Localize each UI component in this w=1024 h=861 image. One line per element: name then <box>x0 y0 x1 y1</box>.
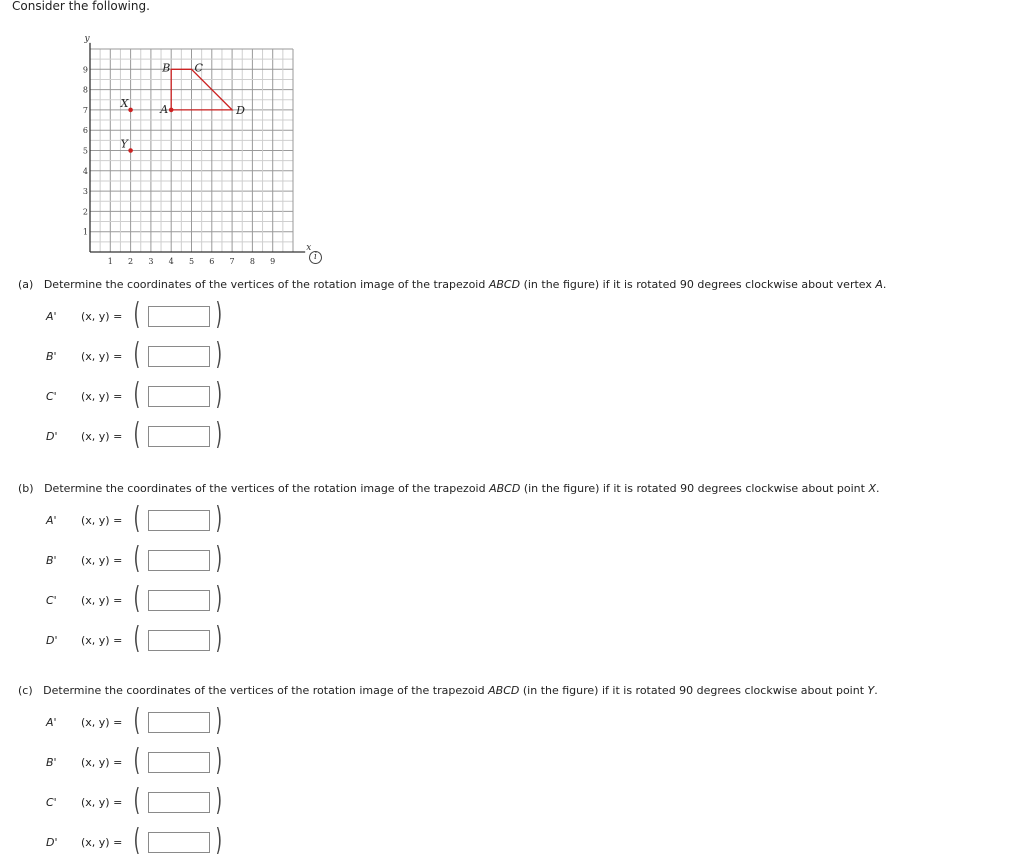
point-label-x: X <box>120 96 129 110</box>
xy-equals-label: (x, y) = <box>81 836 123 849</box>
y-axis-label: y <box>84 33 90 44</box>
y-tick-label: 5 <box>82 146 88 156</box>
y-tick-label: 7 <box>82 105 88 115</box>
xy-equals-label: (x, y) = <box>81 390 123 403</box>
right-paren: ) <box>215 703 223 738</box>
x-tick-label: 7 <box>229 257 235 266</box>
xy-equals-label: (x, y) = <box>81 796 123 809</box>
left-paren: ( <box>133 621 141 656</box>
part-b-prompt: (b) Determine the coordinates of the vertices of the rotation image of the trapezoid ABCD (in the figure) if it is rotated 90 degrees clockwise about point X. <box>18 482 880 495</box>
right-paren: ) <box>215 501 223 536</box>
point-label-d: D <box>236 103 245 117</box>
part-b-answer-b-input[interactable] <box>148 550 210 571</box>
vertex-label: A' <box>46 310 57 323</box>
point-label-a: A <box>160 102 169 116</box>
x-tick-label: 4 <box>168 257 174 266</box>
right-paren: ) <box>215 337 223 372</box>
right-paren: ) <box>215 743 223 778</box>
left-paren: ( <box>133 541 141 576</box>
part-a-answer-d-input[interactable] <box>148 426 210 447</box>
left-paren: ( <box>133 743 141 778</box>
xy-equals-label: (x, y) = <box>81 634 123 647</box>
vertex-label: A' <box>46 514 57 527</box>
xy-equals-label: (x, y) = <box>81 716 123 729</box>
vertex-label: D' <box>46 634 58 647</box>
part-b-row-c <box>0 581 300 618</box>
part-c-answer-b-input[interactable] <box>148 752 210 773</box>
vertex-label: A' <box>46 716 57 729</box>
part-a-row-a <box>0 297 300 334</box>
point-label-c: C <box>194 61 203 75</box>
vertex-label: B' <box>46 756 57 769</box>
part-a-row-b <box>0 337 300 374</box>
part-b-row-a <box>0 501 300 538</box>
xy-equals-label: (x, y) = <box>81 514 123 527</box>
part-c-answer-a-input[interactable] <box>148 712 210 733</box>
y-tick-label: 2 <box>82 207 88 217</box>
left-paren: ( <box>133 581 141 616</box>
right-paren: ) <box>215 621 223 656</box>
vertex-label: D' <box>46 430 58 443</box>
left-paren: ( <box>133 417 141 452</box>
x-tick-label: 3 <box>148 257 154 266</box>
y-tick-label: 4 <box>82 166 88 176</box>
vertex-label: C' <box>46 390 57 403</box>
part-a-answer-c-input[interactable] <box>148 386 210 407</box>
part-b-row-b <box>0 541 300 578</box>
xy-equals-label: (x, y) = <box>81 310 123 323</box>
left-paren: ( <box>133 337 141 372</box>
part-b-row-d <box>0 621 300 658</box>
part-a-row-c <box>0 377 300 414</box>
x-tick-label: 5 <box>188 257 195 266</box>
point-label-y: Y <box>120 137 128 151</box>
y-tick-label: 8 <box>82 85 88 95</box>
part-b-answer-d-input[interactable] <box>148 630 210 651</box>
intro-text: Consider the following. <box>12 0 150 13</box>
left-paren: ( <box>133 377 141 412</box>
part-a-answer-b-input[interactable] <box>148 346 210 367</box>
part-c-prompt: (c) Determine the coordinates of the vertices of the rotation image of the trapezoid ABCD (in the figure) if it is rotated 90 degrees clockwise about point Y. <box>18 684 878 697</box>
right-paren: ) <box>215 581 223 616</box>
vertex-label: B' <box>46 554 57 567</box>
x-axis-label: x <box>306 243 312 253</box>
part-c-row-d <box>0 823 300 860</box>
right-paren: ) <box>215 541 223 576</box>
x-tick-label: 1 <box>107 257 113 266</box>
right-paren: ) <box>215 783 223 818</box>
vertex-label: B' <box>46 350 57 363</box>
part-c-row-a <box>0 703 300 740</box>
xy-equals-label: (x, y) = <box>81 350 123 363</box>
vertex-label: D' <box>46 836 58 849</box>
right-paren: ) <box>215 377 223 412</box>
x-tick-label: 2 <box>128 257 134 266</box>
xy-equals-label: (x, y) = <box>81 554 123 567</box>
part-c-row-c <box>0 783 300 820</box>
left-paren: ( <box>133 783 141 818</box>
x-tick-label: 8 <box>249 257 255 266</box>
y-tick-label: 9 <box>82 65 88 75</box>
xy-equals-label: (x, y) = <box>81 594 123 607</box>
vertex-label: C' <box>46 796 57 809</box>
part-c-answer-d-input[interactable] <box>148 832 210 853</box>
point-x <box>128 108 133 113</box>
part-c-answer-c-input[interactable] <box>148 792 210 813</box>
part-a-answer-a-input[interactable] <box>148 306 210 327</box>
xy-equals-label: (x, y) = <box>81 756 123 769</box>
point-y <box>128 148 133 153</box>
point-label-b: B <box>162 61 171 75</box>
part-a-prompt: (a) Determine the coordinates of the vertices of the rotation image of the trapezoid ABCD (in the figure) if it is rotated 90 degrees clockwise about vertex A. <box>18 278 887 291</box>
part-b-answer-a-input[interactable] <box>148 510 210 531</box>
y-tick-label: 3 <box>82 187 88 197</box>
vertex-label: C' <box>46 594 57 607</box>
left-paren: ( <box>133 501 141 536</box>
x-tick-label: 6 <box>209 257 215 266</box>
y-tick-label: 6 <box>82 126 88 136</box>
right-paren: ) <box>215 823 223 858</box>
right-paren: ) <box>215 417 223 452</box>
xy-equals-label: (x, y) = <box>81 430 123 443</box>
info-icon[interactable]: i <box>309 251 322 264</box>
y-tick-label: 1 <box>82 227 88 237</box>
left-paren: ( <box>133 823 141 858</box>
left-paren: ( <box>133 703 141 738</box>
part-b-answer-c-input[interactable] <box>148 590 210 611</box>
left-paren: ( <box>133 297 141 332</box>
point-a <box>169 108 174 113</box>
x-tick-label: 9 <box>270 257 276 266</box>
part-a-row-d <box>0 417 300 454</box>
coordinate-graph <box>76 24 316 266</box>
part-c-row-b <box>0 743 300 780</box>
right-paren: ) <box>215 297 223 332</box>
